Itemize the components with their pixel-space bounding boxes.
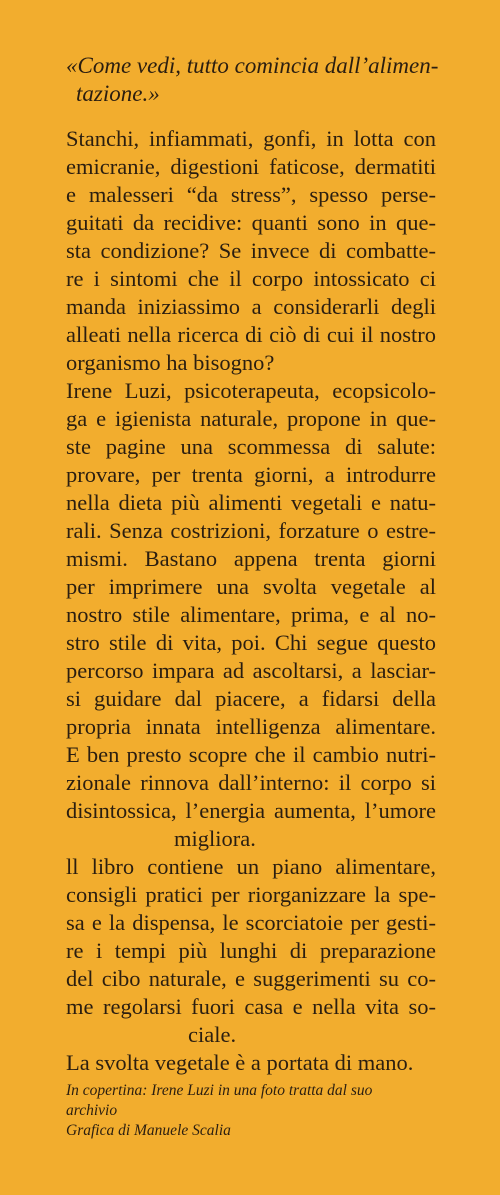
body-line: e malesseri “da stress”, spesso perse- — [66, 182, 436, 207]
credit-line: Grafica di Manuele Scalia — [66, 1122, 231, 1139]
body-line: La svolta vegetale è a portata di mano. — [66, 1050, 414, 1075]
body-line: me regolarsi fuori casa e nella vita so- — [66, 994, 436, 1019]
body-line: provare, per trenta giorni, a introdurre — [66, 462, 436, 487]
body-line: re i sintomi che il corpo intossicato ci — [66, 266, 436, 291]
body-line: Stanchi, infiammati, gonfi, in lotta con — [66, 126, 436, 151]
body-line: mismi. Bastano appena trenta giorni — [66, 546, 436, 571]
credit-line: In copertina: Irene Luzi in una foto tratta dal suo — [66, 1082, 373, 1099]
cover-credits — [66, 1081, 446, 1141]
body-line: propria innata intelligenza alimentare. — [66, 714, 436, 739]
body-line: nostro stile alimentare, prima, e al no- — [66, 602, 436, 627]
body-line: migliora. — [174, 826, 256, 851]
body-line: sa e la dispensa, le scorciatoie per gesti- — [66, 910, 436, 935]
body-line: Irene Luzi, psicoterapeuta, ecopsicolo- — [66, 378, 436, 403]
body-line: rali. Senza costrizioni, forzature o estre- — [66, 518, 436, 543]
credit-line: archivio — [66, 1102, 118, 1119]
body-line: percorso impara ad ascoltarsi, a lasciar- — [66, 658, 436, 683]
body-line: per imprimere una svolta vegetale al — [66, 574, 436, 599]
body-line: ga e igienista naturale, propone in que- — [66, 406, 436, 431]
body-line: zionale rinnova dall’interno: il corpo si — [66, 770, 436, 795]
body-line: organismo ha bisogno? — [66, 350, 275, 375]
body-line: re i tempi più lunghi di preparazione — [66, 938, 436, 963]
body-line: si guidare dal piacere, a fidarsi della — [66, 686, 436, 711]
quote-line: tazione.» — [76, 81, 160, 106]
epigraph-quote — [66, 52, 439, 108]
body-line: del cibo naturale, e suggerimenti su co- — [66, 966, 436, 991]
quote-line: «Come vedi, tutto comincia dall’alimen- — [66, 53, 439, 78]
body-line: ciale. — [188, 1022, 237, 1047]
body-line: stro stile di vita, poi. Chi segue questo — [66, 630, 436, 655]
body-line: ste pagine una scommessa di salute: — [66, 434, 436, 459]
body-line: disintossica, l’energia aumenta, l’umore — [66, 798, 436, 823]
body-line: ll libro contiene un piano alimentare, — [66, 854, 436, 879]
body-line: alleati nella ricerca di ciò di cui il nostro — [66, 322, 436, 347]
body-line: nella dieta più alimenti vegetali e natu- — [66, 490, 436, 515]
body-line: sta condizione? Se invece di combatte- — [66, 238, 436, 263]
blurb-text — [66, 125, 436, 1077]
body-line: emicranie, digestioni faticose, dermatiti — [66, 154, 436, 179]
body-line: E ben presto scopre che il cambio nutri- — [66, 742, 436, 767]
body-line: manda iniziassimo a considerarli degli — [66, 294, 436, 319]
body-line: guitati da recidive: quanti sono in que- — [66, 210, 436, 235]
body-line: consigli pratici per riorganizzare la spe- — [66, 882, 436, 907]
